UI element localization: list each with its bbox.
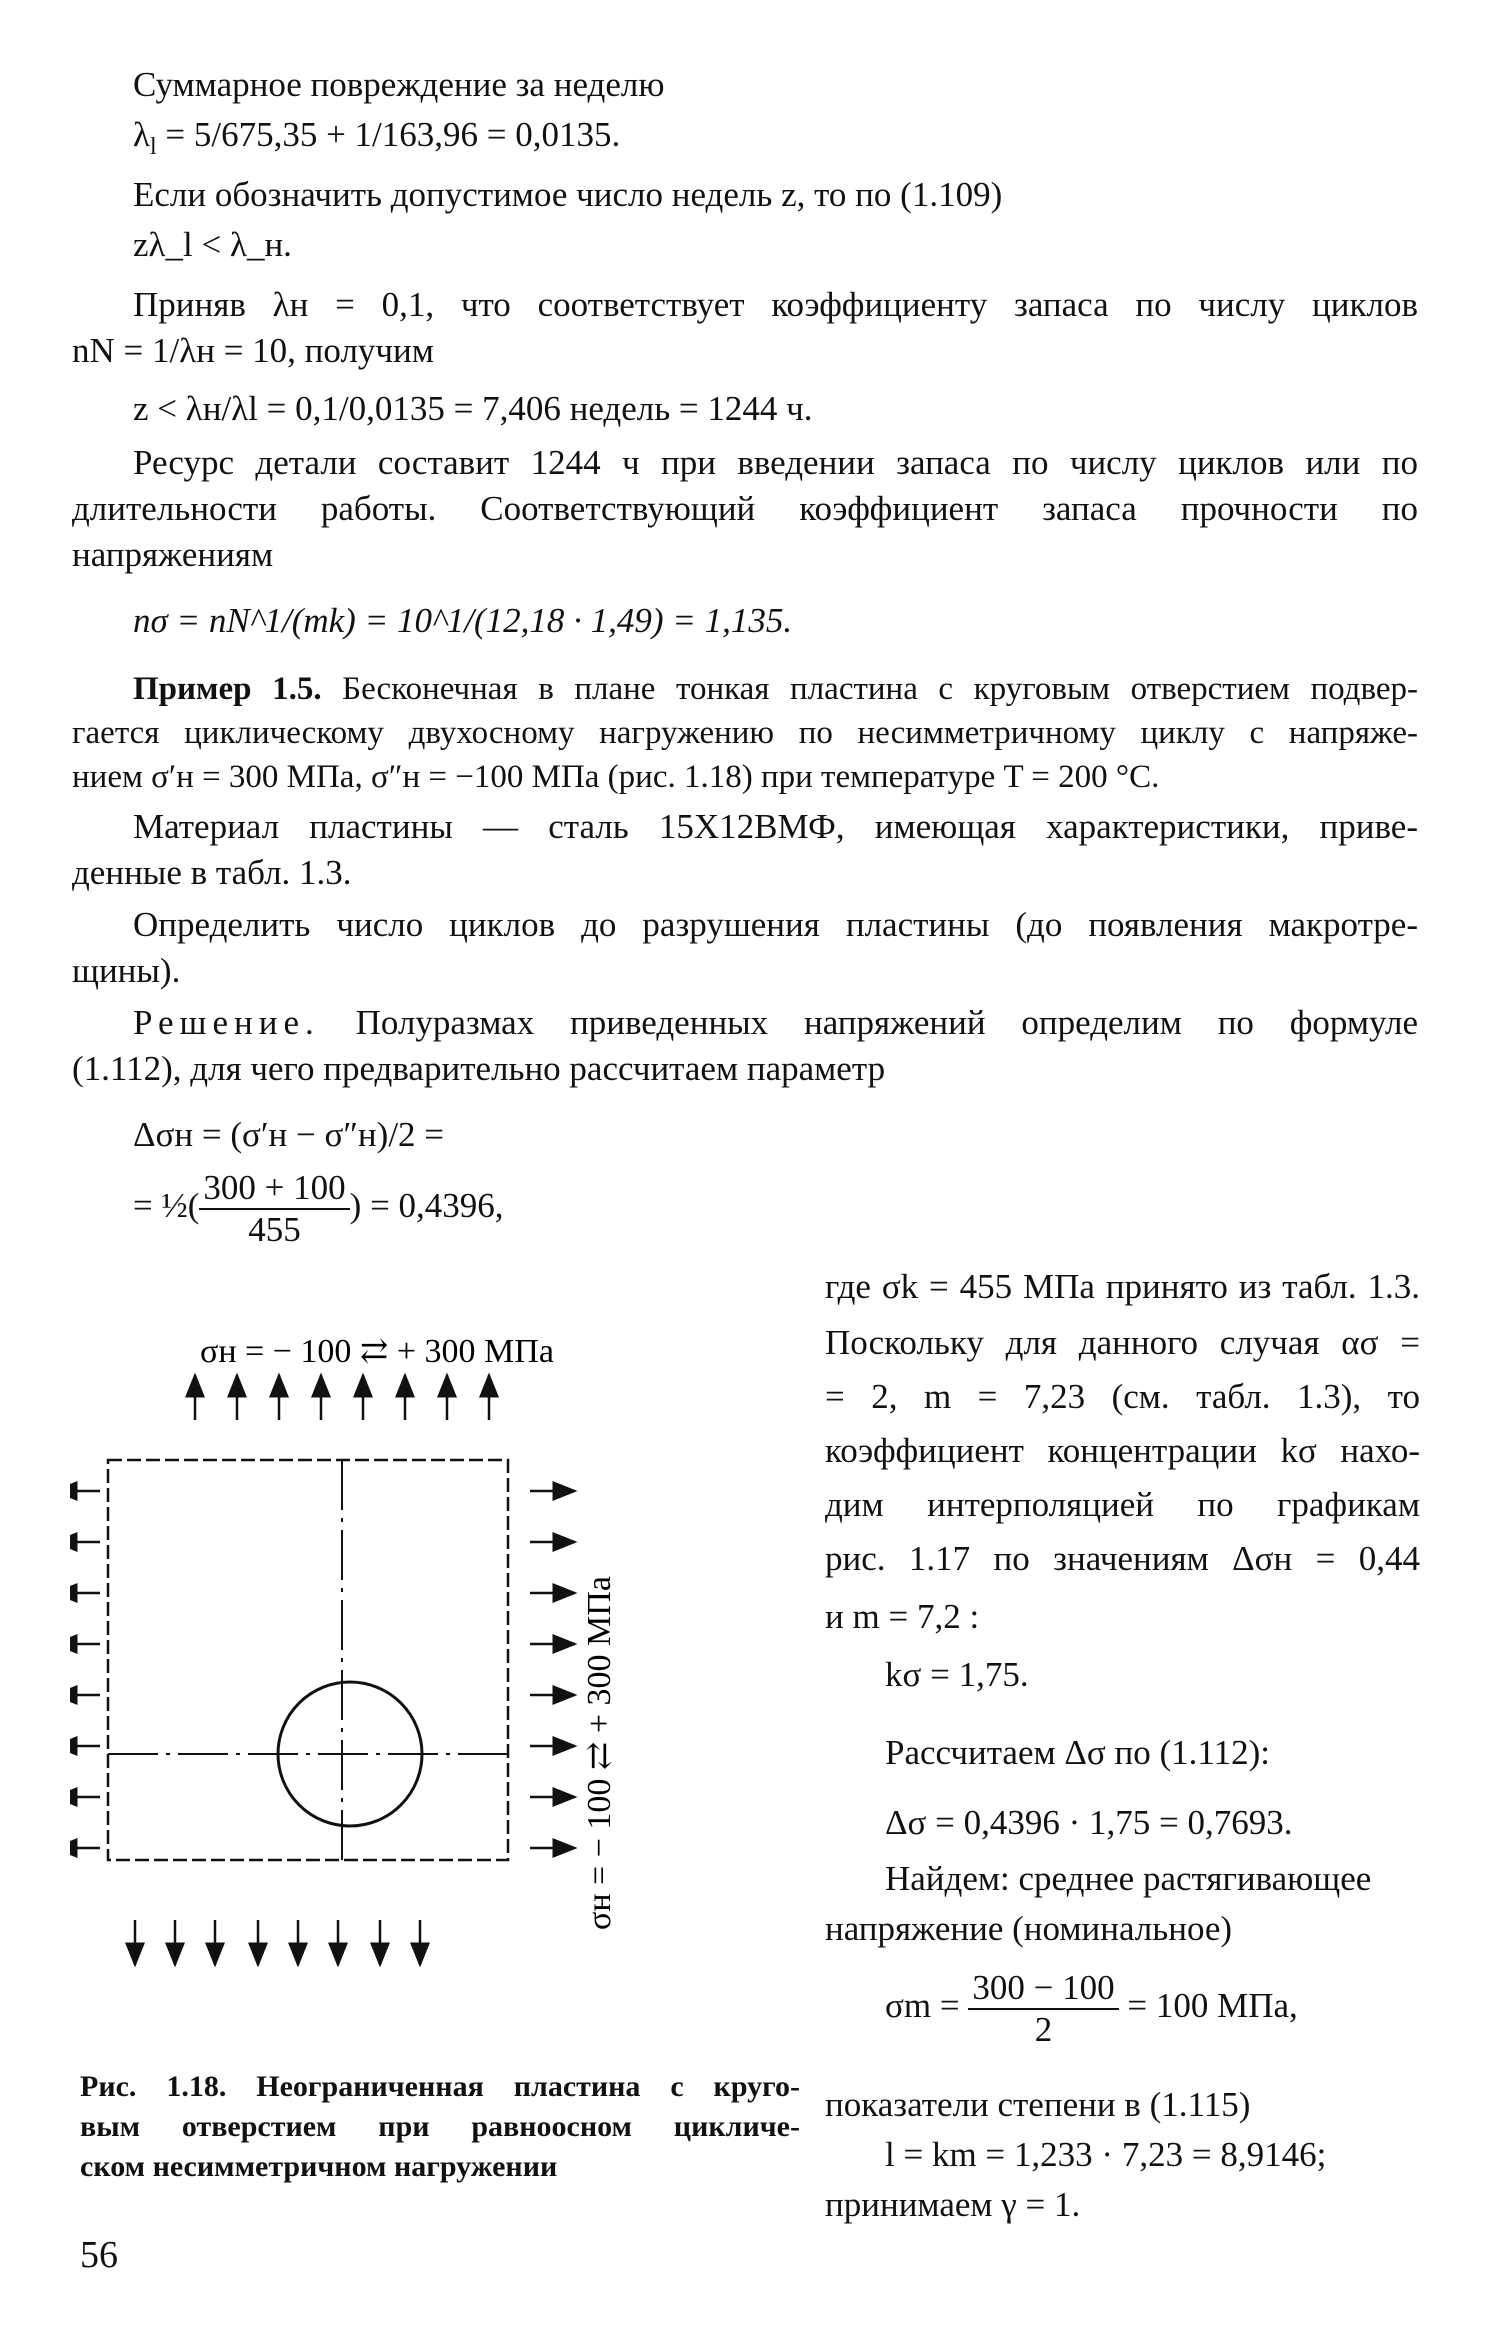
solution-line-1: Решение. Полуразмах приведенных напряжений определим по формуле (133, 1003, 1419, 1042)
right-line-9: Рассчитаем Δσ по (1.112): (885, 1733, 1270, 1772)
right-line-15: l = km = 1,233 · 7,23 = 8,9146; (885, 2135, 1327, 2174)
right-arrows (530, 1491, 575, 1848)
bottom-arrows (135, 1920, 420, 1965)
right-line-7: и m = 7,2 : (825, 1597, 980, 1636)
formula-stress-safety-factor: nσ = nN^1/(mk) = 10^1/(12,18 · 1,49) = 1,135. (133, 601, 793, 640)
top-arrows (195, 1375, 489, 1420)
paragraph-resource-l2: длительности работы. Соответствующий коэффициент запаса прочности по (72, 489, 1418, 528)
formula-delta-sigma-def: Δσн = (σ′н − σ″н)/2 = (133, 1115, 445, 1154)
figure-top-stress-label: σн = − 100 ⇄ + 300 МПа (200, 1333, 554, 1370)
task-line-1: Определить число циклов до разрушения пластины (до появления макротре- (133, 905, 1418, 944)
paragraph-weekly-damage: Суммарное повреждение за неделю (133, 65, 665, 104)
example-line-3: нием σ′н = 300 МПа, σ″н = −100 МПа (рис. 1.18) при температуре T = 200 °C. (72, 759, 1160, 795)
material-line-1: Материал пластины — сталь 15Х12ВМФ, имеющая характеристики, приве- (133, 807, 1418, 846)
formula-delta-sigma-value: = ½( $\frac{300 + 100}{455}$ ) = 0,4396, (133, 1168, 504, 1249)
right-line-12: напряжение (номинальное) (825, 1909, 1233, 1948)
right-line-16: принимаем γ = 1. (825, 2185, 1081, 2224)
right-line-1: где σk = 455 МПа принято из табл. 1.3. (825, 1267, 1420, 1306)
task-line-2: щины). (72, 951, 181, 990)
plate-outline (108, 1460, 508, 1860)
example-line-2: гается циклическому двухосному нагружению по несимметричному циклу с напряже- (72, 715, 1418, 751)
right-line-14: показатели степени в (1.115) (825, 2085, 1251, 2124)
example-line-1: Пример 1.5. Бесконечная в плане тонкая пластина с круговым отверстием подвер- (133, 671, 1418, 707)
figure-side-stress-label: σн = − 100 ⇄ + 300 МПа (581, 1576, 618, 1930)
paragraph-safety-factor-l1: Приняв λн = 0,1, что соответствует коэффициенту запаса по числу циклов (133, 285, 1418, 324)
right-line-5: дим интерполяцией по графикам (825, 1485, 1420, 1524)
right-line-6: рис. 1.17 по значениям Δσн = 0,44 (825, 1539, 1420, 1578)
right-line-4: коэффициент концентрации kσ нахо- (825, 1431, 1420, 1470)
left-arrows (70, 1491, 100, 1848)
paragraph-safety-factor-l2: nN = 1/λн = 10, получим (72, 331, 434, 370)
right-line-3: = 2, m = 7,23 (см. табл. 1.3), то (825, 1377, 1420, 1416)
formula-weeks-inequality: zλ_l < λ_н. (133, 225, 292, 264)
right-formula-sigma-m: σm = $\frac{300 - 100}{2}$ = 100 МПа, (885, 1968, 1298, 2049)
page-number: 56 (80, 2234, 118, 2276)
right-line-2: Поскольку для данного случая ασ = (825, 1323, 1420, 1362)
formula-weekly-damage: $\lambda_l = 5/675,35 + 1/163,96 = 0,0135$. (133, 115, 621, 160)
figure-caption-l2: вым отверстием при равноосном цикличе- (80, 2110, 800, 2143)
right-line-11: Найдем: среднее растягивающее (885, 1859, 1372, 1898)
right-line-10: Δσ = 0,4396 · 1,75 = 0,7693. (885, 1803, 1293, 1842)
paragraph-resource-l1: Ресурс детали составит 1244 ч при введении запаса по числу циклов или по (133, 443, 1418, 482)
formula-weeks-result: z < λн/λl = 0,1/0,0135 = 7,406 недель = 1244 ч. (133, 389, 813, 428)
figure-caption-l3: ском несимметричном нагружении (80, 2150, 558, 2183)
solution-line-2: (1.112), для чего предварительно рассчитаем параметр (72, 1049, 886, 1088)
paragraph-weeks-number: Если обозначить допустимое число недель z, то по (1.109) (133, 175, 1003, 214)
paragraph-resource-l3: напряжениям (72, 535, 274, 574)
figure-caption-l1: Рис. 1.18. Неограниченная пластина с круго- (80, 2070, 800, 2103)
material-line-2: денные в табл. 1.3. (72, 853, 352, 892)
figure-plate-with-hole (70, 1320, 810, 2040)
right-line-8: kσ = 1,75. (885, 1655, 1029, 1694)
